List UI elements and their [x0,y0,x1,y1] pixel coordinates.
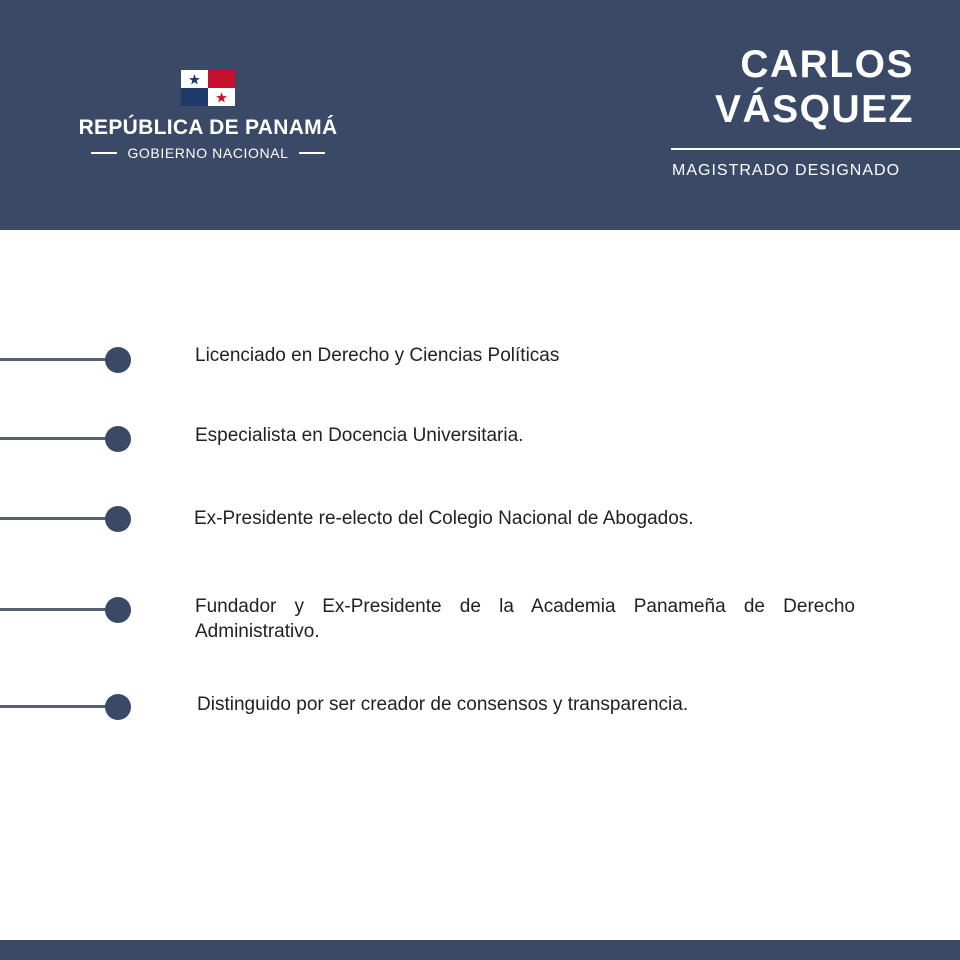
timeline-dot [105,597,131,623]
timeline-dot [105,426,131,452]
timeline-connector [0,358,108,361]
name-divider [671,148,960,150]
timeline-dot [105,506,131,532]
panama-flag-icon [181,70,235,106]
government-subtitle [60,145,356,161]
credential-text: Distinguido por ser creador de consensos y transparencia. [197,694,689,715]
timeline-connector [0,437,108,440]
credential-text: Especialista en Docencia Universitaria. [195,425,524,446]
name-last: VÁSQUEZ [714,88,914,131]
name-first: CARLOS [740,43,914,86]
timeline-dot [105,347,131,373]
subtitle-dash-right [299,152,325,154]
footer-bar [0,940,960,960]
credential-text: Licenciado en Derecho y Ciencias Políticas [195,345,560,366]
timeline-connector [0,608,108,611]
credential-text: Fundador y Ex-Presidente de la Academia Panameña de Derecho Administrativo. [195,596,855,642]
timeline-dot [105,694,131,720]
credential-text: Ex-Presidente re-electo del Colegio Nacional de Abogados. [194,508,694,529]
header-banner [0,0,960,230]
government-label: GOBIERNO NACIONAL [127,145,289,161]
timeline-connector [0,705,108,708]
role-title: MAGISTRADO DESIGNADO [672,162,901,179]
timeline-connector [0,517,108,520]
person-name [715,42,914,132]
subtitle-dash-left [91,152,117,154]
country-title: REPÚBLICA DE PANAMÁ [78,116,338,139]
